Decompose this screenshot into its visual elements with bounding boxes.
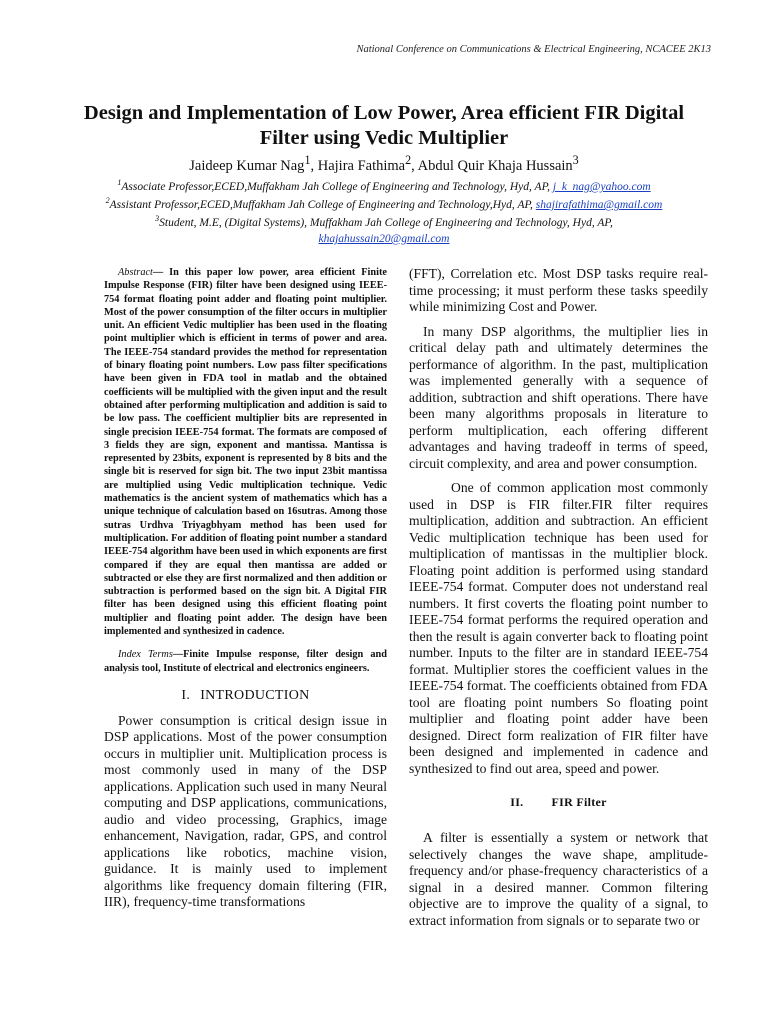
author-list: Jaideep Kumar Nag$^1$, Hajira Fathima$^2$, Abdul Quir Khaja Hussain$^3$: [189, 153, 579, 174]
affiliation-2: [60, 193, 708, 213]
email-link[interactable]: j_k_nag@yahoo.com: [552, 180, 651, 193]
section-number: I.: [181, 687, 191, 703]
index-terms: [104, 648, 387, 675]
running-header: National Conference on Communications & Electrical Engineering, NCACEE 2K13: [356, 44, 711, 55]
section-number: II.: [510, 795, 524, 809]
affiliation-text: Student, M.E, (Digital Systems), Muffakham Jah College of Engineering and Technology, Hyd, AP,: [159, 216, 613, 229]
author-sup: 1: [304, 153, 311, 167]
email-link[interactable]: shajirafathima@gmail.com: [535, 198, 663, 211]
left-column: [104, 266, 387, 919]
affiliation-sup: 2: [105, 196, 110, 205]
abstract-label: Abstract: [118, 267, 153, 278]
intro-paragraph-3: One of common application most commonly used in DSP is FIR filter.FIR filter requires multiplication, addition and subtraction. An efficient Vedic multiplication technique has been used for multiplication of mantissas in the multiplier block. Floating point addition is performed using standard IEEE-754 format. Computer does not understand real numbers. It first coverts the floating point number to IEEE-754 format performs the required operation and then the result is again converter back to floating point number. Inputs to the filter are in standard IEEE-754 format. Multiplier stores the coefficient values in the IEEE-754 format. The coefficients obtained from FDA tool are floating point numbers So floating point multiplier and floating point adder have been designed. Direct form realization of FIR filter have been designed and implemented in cadence and synthesized to find out area, speed and power.: [409, 480, 708, 776]
intro-paragraph-1-continued: (FFT), Correlation etc. Most DSP tasks require real-time processing; it must perform these tasks speedily while minimizing Cost and Power.: [409, 266, 708, 314]
intro-paragraph-1: Power consumption is critical design issue in DSP applications. Most of the power consumption occurs in multiplier unit. Multiplication process is most commonly used in many of the DSP applications. Application such used in many Neural computing and DSP applications, communications, audio and video processing, Graphics, image enhancement, Navigation, radar, GPS, and control applications like robotics, machine vision, guidance. It is mainly used to implement algorithms like frequency domain filtering (FIR, IIR), frequency-time transformations: [104, 712, 387, 910]
index-terms-dash: —: [172, 649, 184, 661]
section-title: FIR Filter: [551, 795, 607, 809]
affiliation-3-email: [60, 231, 708, 247]
title-line-1: Design and Implementation of Low Power, Area efficient FIR Digital: [83, 102, 685, 124]
abstract-dash: —: [152, 267, 170, 278]
author-sup: 2: [405, 153, 412, 167]
affiliation-sup: 1: [117, 178, 122, 187]
section-heading-fir-filter: [409, 795, 708, 810]
author-name: Abdul Quir Khaja Hussain: [417, 157, 573, 174]
email-link[interactable]: khajahussain20@gmail.com: [318, 233, 450, 245]
author-name: Hajira Fathima: [317, 157, 406, 174]
affiliation-1: [60, 175, 708, 195]
affiliation-text: Assistant Professor,ECED,Muffakham Jah College of Engineering and Technology,Hyd, AP,: [109, 198, 536, 211]
author-name: Jaideep Kumar Nag: [189, 157, 305, 174]
author-sup: 3: [572, 153, 579, 167]
abstract: [104, 266, 387, 638]
affiliation-text: Associate Professor,ECED,Muffakham Jah College of Engineering and Technology, Hyd, AP,: [121, 180, 553, 193]
fir-paragraph-1: A filter is essentially a system or network that selectively changes the wave shape, amplitude-frequency and/or phase-frequency characteristics of a signal in a desired manner. Common filtering objective are to improve the quality of a signal, to extract information from signals or to separate two or: [409, 830, 708, 928]
index-terms-text: Finite Impulse response, filter design and analysis tool, Institute of electrical and electronics engineers.: [104, 649, 387, 674]
intro-paragraph-2: In many DSP algorithms, the multiplier lies in critical delay path and ultimately determines the performance of algorithm. In the past, multiplication was implemented generally with a sequence of addition, subtraction and shift operations. There have been many algorithms proposals in literature to perform multiplication, each offering different advantages and having tradeoff in terms of speed, circuit complexity, and area and power consumption.: [409, 323, 708, 471]
affiliation-3: [60, 211, 708, 231]
abstract-text: In this paper low power, area efficient Finite Impulse Response (FIR) filter have been designed using IEEE-754 format floating point adder and floating point multiplier. Most of the power consumption of the filter occurs in multiplier unit. An efficient Vedic multiplier has been used in the floating point multiplier which is efficient in terms of power and area. The IEEE-754 standard provides the method for representation of binary floating point numbers. Low pass filter specifications have been given in FDA tool in matlab and the obtained coefficients will be multiplied with the given input and the result obtained after performing multiplication and addition is said to be low pass. The coefficient multiplier bits are represented in single precision IEEE-754 format. The formats are composed of 3 fields they are sign, exponent and mantissa. Mantissa is represented by 23bits, exponent is represented by 8 bits and the single bit is reserved for sign bit. The two input 23bit mantissa are multiplied using Vedic multiplication technique. Vedic mathematics is the ancient system of mathematics which has a unique technique of calculation based on 16sutras. Among those sutras Urdhva Triyagbhyam method has been used for multiplication. For addition of floating point number a standard IEEE-754 algorithm have been used in which exponents are first compared if they are equal then mantissa are added or subtracted or else they are first normalized and then addition or subtraction is performed based on the sign bit. A Digital FIR filter has been designed using this efficient floating point multiplier and floating point adder. The design have been implemented and synthesized in cadence.: [104, 267, 388, 638]
section-heading-introduction: [104, 688, 387, 704]
section-title: INTRODUCTION: [200, 687, 310, 703]
index-terms-label: Index Terms: [118, 649, 173, 661]
paper-title: [60, 101, 708, 151]
title-line-2: Filter using Vedic Multiplier: [259, 127, 509, 149]
affiliation-sup: 3: [155, 214, 160, 223]
right-column: [409, 266, 708, 937]
